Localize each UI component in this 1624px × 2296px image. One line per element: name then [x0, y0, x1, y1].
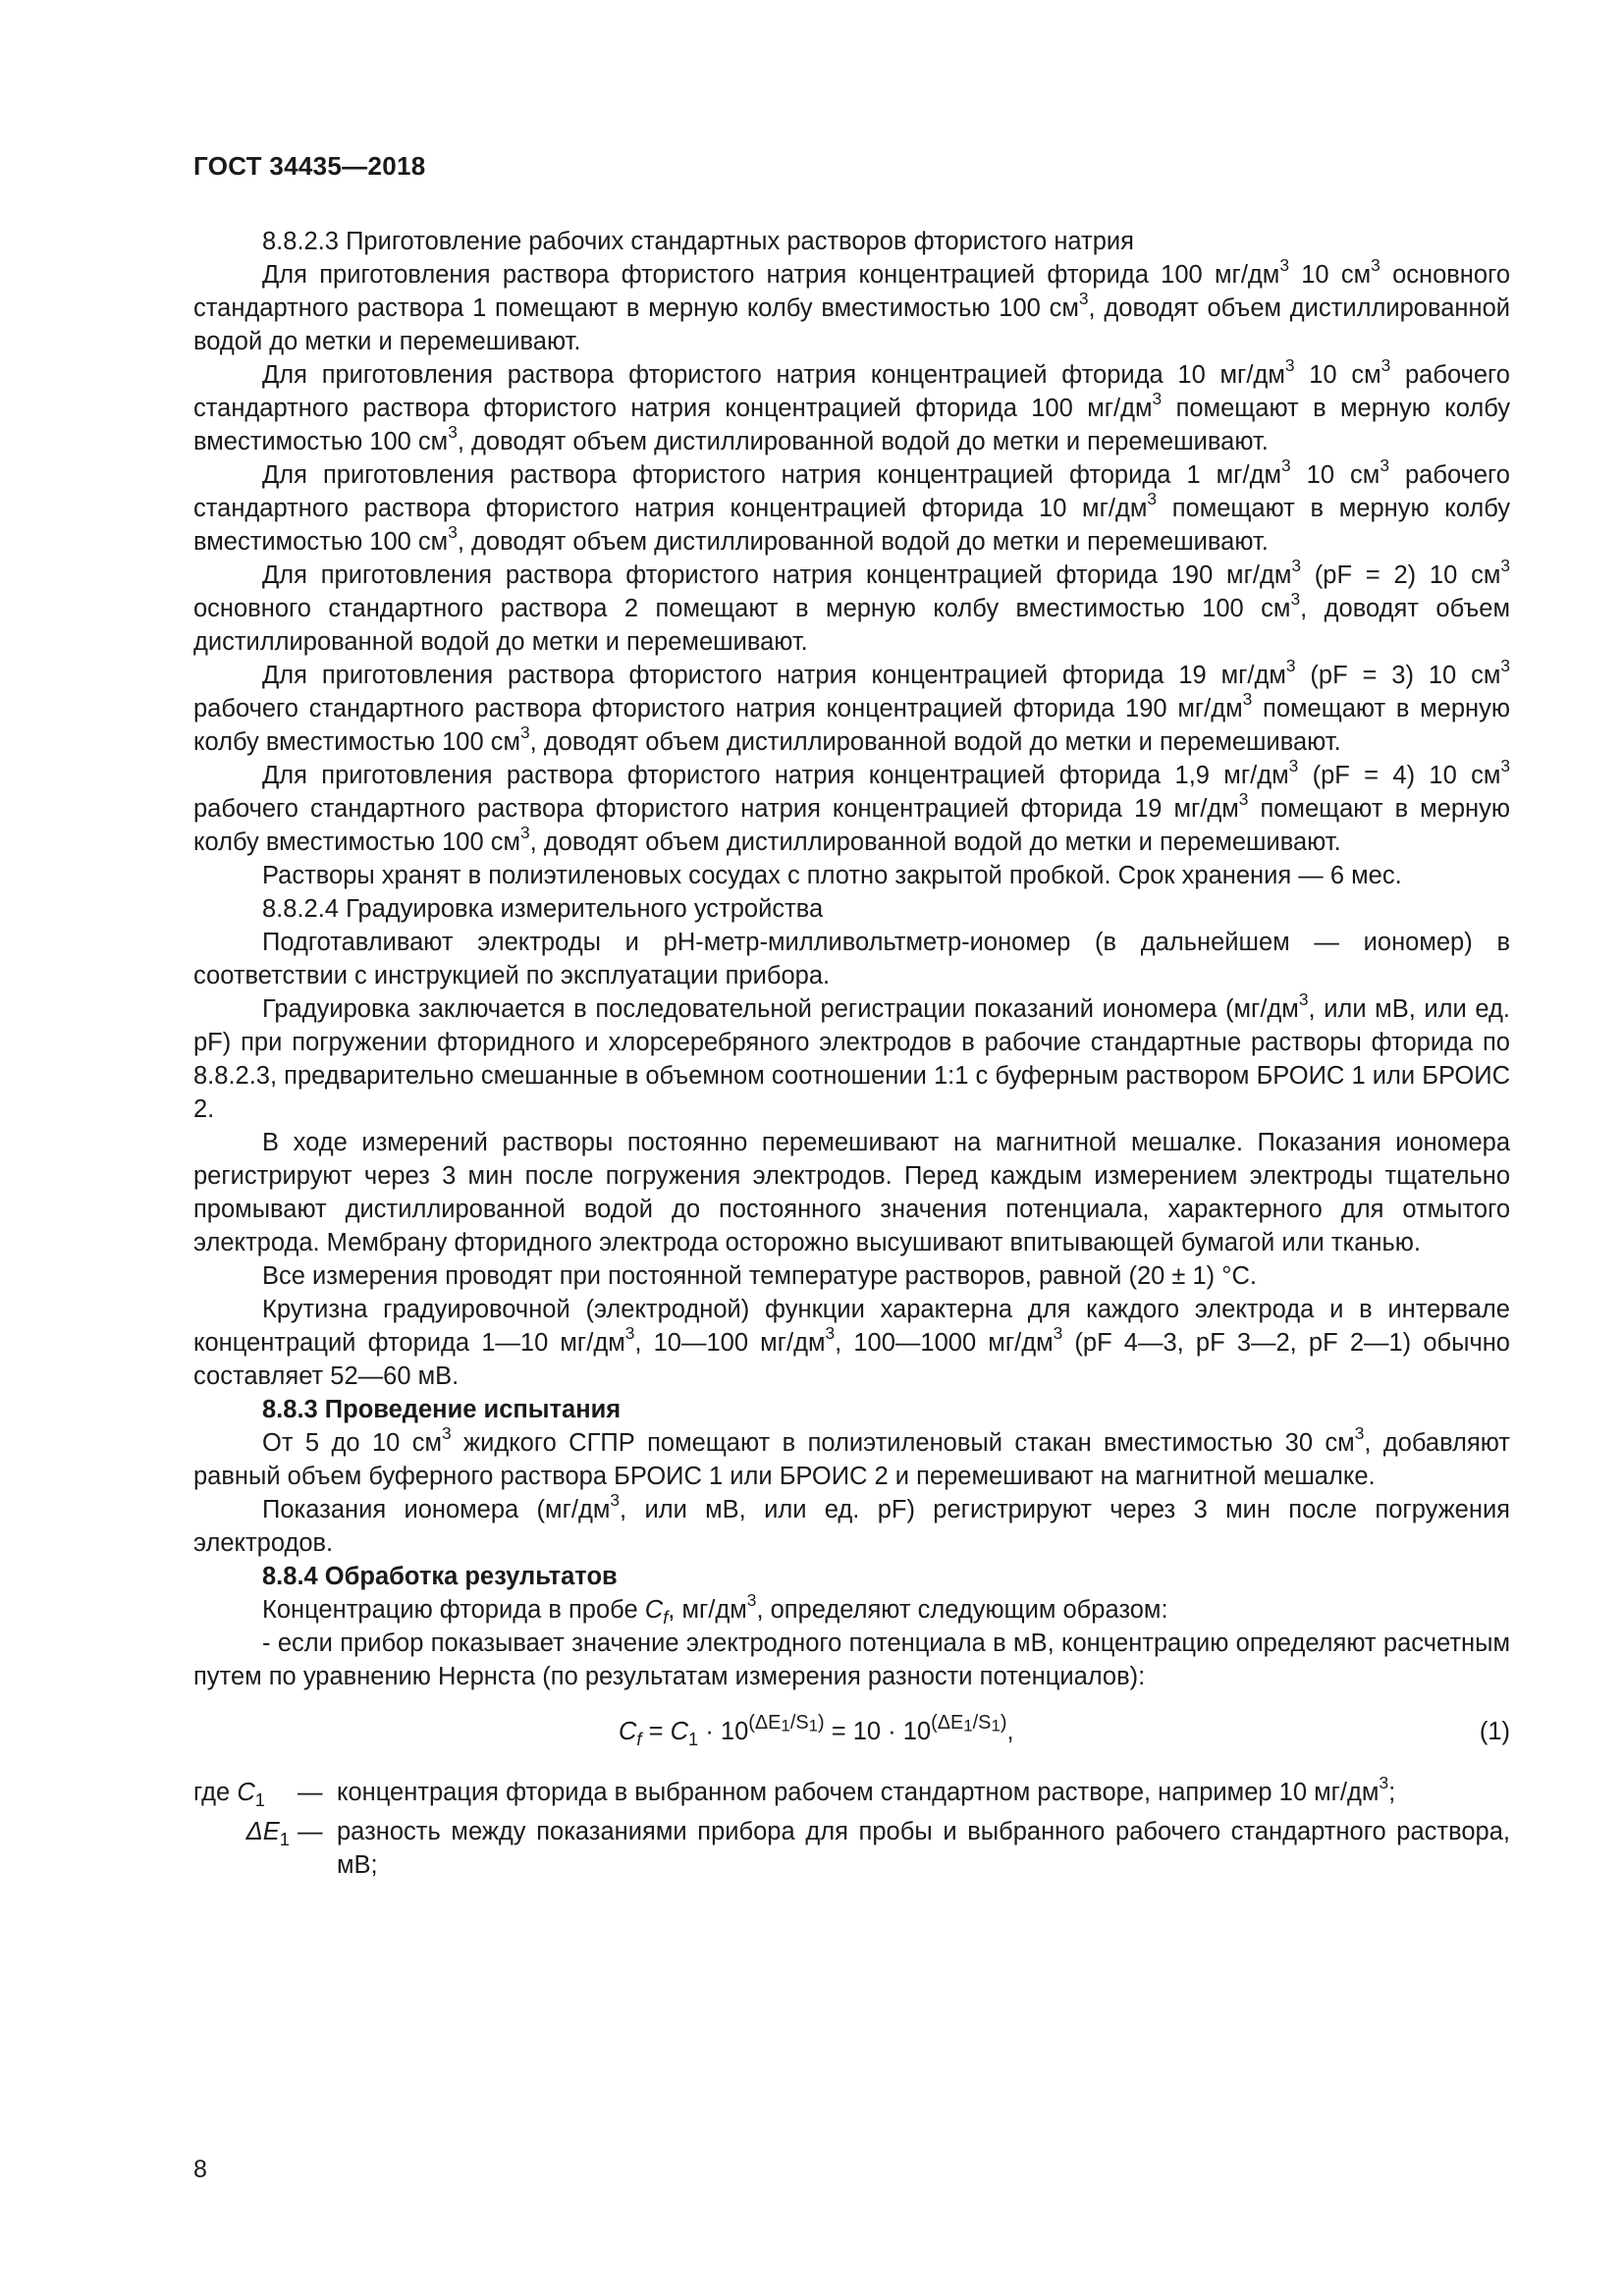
paragraph: В ходе измерений растворы постоянно перемешивают на магнитной мешалке. Показания иономера регистрируют через 3 мин после погружения электродов. Перед каждым измерением электроды тщательно промывают дистиллированной водой до постоянного значения потенциала, характерного для отмытого электрода. Мембрану фторидного электрода осторожно высушивают впитывающей бумагой или тканью. [193, 1129, 1510, 1256]
paragraph: Для приготовления раствора фтористого натрия концентрацией фторида 10 $мг/дм^3$ 10 $см^3$ рабочего стандартного раствора фтористого натрия концентрацией фторида 100 $мг/дм^3$ помещают в мерную колбу вместимостью 100 $см^3$, доводят объем дистиллированной водой до метки и перемешивают. [193, 355, 1510, 455]
where-definition: разность между показаниями прибора для пробы и выбранного рабочего стандартного раствора, мВ; [337, 1818, 1510, 1879]
where-symbol: $\Delta E_1$ [245, 1818, 290, 1850]
paragraph: Для приготовления раствора фтористого натрия концентрацией фторида 1 $мг/дм^3$ 10 $см^3$ рабочего стандартного раствора фтористого натрия концентрацией фторида 10 $мг/дм^3$ помещают в мерную колбу вместимостью 100 $см^3$, доводят объем дистиллированной водой до метки и перемешивают. [193, 455, 1510, 556]
formula-1 [193, 1695, 1510, 1774]
paragraph: Концентрацию фторида в пробе $C_f$, $мг/дм^3$, определяют следующим образом: [262, 1590, 1168, 1629]
paragraph: Показания иономера ($мг/дм^3$, или мВ, или ед. pF) регистрируют через 3 мин после погружения электродов. [193, 1490, 1510, 1557]
where-dash: — [298, 1818, 323, 1845]
formula-expression: $C_f = C_1 \cdot 10^{(\Delta E_1/S_1)} = 10 \cdot 10^{(\Delta E_1/S_1)}$, [619, 1712, 1014, 1750]
paragraph: Для приготовления раствора фтористого натрия концентрацией фторида 100 $мг/дм^3$ 10 $см^3$ основного стандартного раствора 1 помещают в мерную колбу вместимостью 100 $см^3$, доводят объем дистиллированной водой до метки и перемешивают. [193, 255, 1511, 355]
paragraph: - если прибор показывает значение электродного потенциала в мВ, концентрацию определяют расчетным путем по уравнению Нернста (по результатам измерения разности потенциалов): [193, 1629, 1510, 1690]
formula-number: (1) [1479, 1718, 1510, 1745]
paragraph: Градуировка заключается в последовательной регистрации показаний иономера ($мг/дм^3$, или мВ, или ед. pF) при погружении фторидного и хлорсеребряного электродов в рабочие стандартные растворы фторида по 8.8.2.3, предварительно смешанные в объемном соотношении 1:1 с буферным раствором БРОИС 1 или БРОИС 2. [193, 989, 1510, 1123]
where-definition: концентрация фторида в выбранном рабочем стандартном растворе, например 10 $мг/дм^3$; [337, 1773, 1396, 1806]
document-body [193, 225, 1510, 1882]
document-header: ГОСТ 34435—2018 [193, 151, 426, 181]
paragraph: Для приготовления раствора фтористого натрия концентрацией фторида 19 $мг/дм^3$ (pF = 3) 10 $см^3$ рабочего стандартного раствора фтористого натрия концентрацией фторида 190 $мг/дм^3$ помещают в мерную колбу вместимостью 100 $см^3$, доводят объем дистиллированной водой до метки и перемешивают. [193, 656, 1511, 756]
where-list [193, 1773, 1510, 1882]
where-item [193, 1773, 1510, 1811]
paragraph: От 5 до 10 $см^3$ жидкого СГПР помещают в полиэтиленовый стакан вместимостью 30 $см^3$, добавляют равный объем буферного раствора БРОИС 1 или БРОИС 2 и перемешивают на магнитной мешалке. [193, 1423, 1510, 1490]
where-dash: — [298, 1779, 323, 1806]
paragraph: Растворы хранят в полиэтиленовых сосудах с плотно закрытой пробкой. Срок хранения — 6 мес. [262, 862, 1402, 889]
section-heading-8-8-4: 8.8.4 Обработка результатов [262, 1563, 618, 1590]
section-heading-8-8-3: 8.8.3 Проведение испытания [262, 1396, 622, 1423]
paragraph: Все измерения проводят при постоянной температуре растворов, равной (20 ± 1) °С. [262, 1262, 1257, 1290]
section-heading-8-8-2-3: 8.8.2.3 Приготовление рабочих стандартных растворов фтористого натрия [262, 228, 1134, 255]
where-symbol: где $C_1$ [193, 1779, 265, 1811]
paragraph: Для приготовления раствора фтористого натрия концентрацией фторида 1,9 $мг/дм^3$ (pF = 4) 10 $см^3$ рабочего стандартного раствора фтористого натрия концентрацией фторида 19 $мг/дм^3$ помещают в мерную колбу вместимостью 100 $см^3$, доводят объем дистиллированной водой до метки и перемешивают. [193, 756, 1511, 856]
paragraph: Для приготовления раствора фтористого натрия концентрацией фторида 190 $мг/дм^3$ (pF = 2) 10 $см^3$ основного стандартного раствора 2 помещают в мерную колбу вместимостью 100 $см^3$, доводят объем дистиллированной водой до метки и перемешивают. [193, 556, 1510, 656]
paragraph: Крутизна градуировочной (электродной) функции характерна для каждого электрода и в интервале концентраций фторида 1—10 $мг/дм^3$, 10—100 $мг/дм^3$, 100—1000 $мг/дм^3$ (pF 4—3, pF 3—2, pF 2—1) обычно составляет 52—60 мВ. [193, 1296, 1510, 1390]
where-item [193, 1815, 1510, 1882]
section-heading-8-8-2-4: 8.8.2.4 Градуировка измерительного устройства [262, 895, 824, 923]
paragraph: Подготавливают электроды и рН-метр-милливольтметр-иономер (в дальнейшем — иономер) в соответствии с инструкцией по эксплуатации прибора. [193, 929, 1510, 989]
page-number: 8 [193, 2156, 207, 2183]
